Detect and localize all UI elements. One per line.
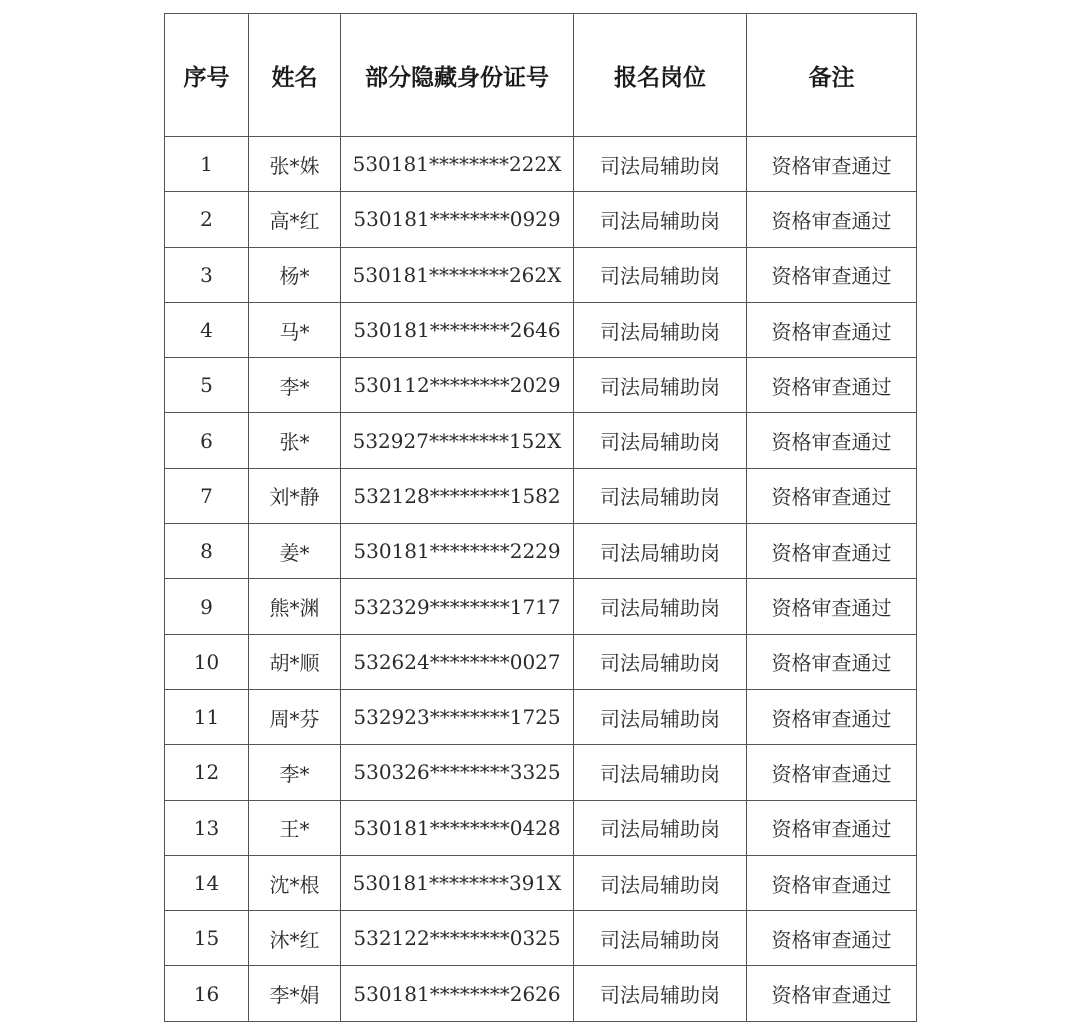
cell-applied-position: 司法局辅助岗 [574, 358, 747, 413]
cell-serial-number: 2 [165, 192, 249, 247]
table-row [165, 966, 917, 1021]
cell-partial-id-number: 530181********391X [341, 855, 574, 910]
cell-name: 刘*静 [249, 468, 341, 523]
cell-remarks: 资格审查通过 [747, 524, 917, 579]
cell-remarks: 资格审查通过 [747, 634, 917, 689]
table-row [165, 800, 917, 855]
table-row [165, 634, 917, 689]
table-row [165, 689, 917, 744]
table-row [165, 855, 917, 910]
table-row [165, 413, 917, 468]
cell-applied-position: 司法局辅助岗 [574, 634, 747, 689]
cell-applied-position: 司法局辅助岗 [574, 413, 747, 468]
table-body [165, 137, 917, 1022]
cell-partial-id-number: 530181********2626 [341, 966, 574, 1021]
cell-name: 李*娟 [249, 966, 341, 1021]
table-row [165, 911, 917, 966]
cell-name: 姜* [249, 524, 341, 579]
cell-partial-id-number: 532122********0325 [341, 911, 574, 966]
header-row [165, 14, 917, 137]
table-row [165, 468, 917, 523]
table-row [165, 302, 917, 357]
cell-serial-number: 12 [165, 745, 249, 800]
cell-name: 周*芬 [249, 689, 341, 744]
cell-serial-number: 15 [165, 911, 249, 966]
cell-serial-number: 7 [165, 468, 249, 523]
header-serial-number: 序号 [165, 14, 249, 137]
header-applied-position: 报名岗位 [574, 14, 747, 137]
header-partial-id-number: 部分隐藏身份证号 [341, 14, 574, 137]
cell-remarks: 资格审查通过 [747, 855, 917, 910]
cell-applied-position: 司法局辅助岗 [574, 192, 747, 247]
cell-partial-id-number: 530112********2029 [341, 358, 574, 413]
header-remarks: 备注 [747, 14, 917, 137]
cell-partial-id-number: 530326********3325 [341, 745, 574, 800]
cell-applied-position: 司法局辅助岗 [574, 966, 747, 1021]
cell-name: 杨* [249, 247, 341, 302]
cell-partial-id-number: 530181********2229 [341, 524, 574, 579]
cell-serial-number: 10 [165, 634, 249, 689]
table-row [165, 358, 917, 413]
cell-applied-position: 司法局辅助岗 [574, 302, 747, 357]
table-header [165, 14, 917, 137]
cell-applied-position: 司法局辅助岗 [574, 247, 747, 302]
cell-remarks: 资格审查通过 [747, 247, 917, 302]
cell-remarks: 资格审查通过 [747, 192, 917, 247]
cell-applied-position: 司法局辅助岗 [574, 689, 747, 744]
table-row [165, 524, 917, 579]
cell-applied-position: 司法局辅助岗 [574, 855, 747, 910]
cell-remarks: 资格审查通过 [747, 689, 917, 744]
cell-serial-number: 8 [165, 524, 249, 579]
cell-remarks: 资格审查通过 [747, 579, 917, 634]
cell-applied-position: 司法局辅助岗 [574, 911, 747, 966]
cell-serial-number: 6 [165, 413, 249, 468]
cell-applied-position: 司法局辅助岗 [574, 800, 747, 855]
cell-serial-number: 13 [165, 800, 249, 855]
document-sheet [164, 13, 916, 1022]
cell-name: 沈*根 [249, 855, 341, 910]
cell-remarks: 资格审查通过 [747, 745, 917, 800]
cell-partial-id-number: 532329********1717 [341, 579, 574, 634]
qualification-review-table [164, 13, 917, 1022]
cell-partial-id-number: 532624********0027 [341, 634, 574, 689]
cell-partial-id-number: 532128********1582 [341, 468, 574, 523]
cell-partial-id-number: 530181********0428 [341, 800, 574, 855]
cell-name: 李* [249, 745, 341, 800]
cell-partial-id-number: 530181********0929 [341, 192, 574, 247]
cell-remarks: 资格审查通过 [747, 302, 917, 357]
cell-applied-position: 司法局辅助岗 [574, 468, 747, 523]
cell-remarks: 资格审查通过 [747, 911, 917, 966]
cell-name: 熊*渊 [249, 579, 341, 634]
cell-partial-id-number: 530181********2646 [341, 302, 574, 357]
table-row [165, 137, 917, 192]
cell-applied-position: 司法局辅助岗 [574, 745, 747, 800]
cell-name: 王* [249, 800, 341, 855]
cell-remarks: 资格审查通过 [747, 413, 917, 468]
cell-applied-position: 司法局辅助岗 [574, 579, 747, 634]
header-name: 姓名 [249, 14, 341, 137]
cell-remarks: 资格审查通过 [747, 468, 917, 523]
cell-serial-number: 3 [165, 247, 249, 302]
cell-name: 李* [249, 358, 341, 413]
cell-serial-number: 9 [165, 579, 249, 634]
cell-name: 张* [249, 413, 341, 468]
cell-name: 高*红 [249, 192, 341, 247]
cell-serial-number: 11 [165, 689, 249, 744]
cell-applied-position: 司法局辅助岗 [574, 524, 747, 579]
cell-partial-id-number: 530181********262X [341, 247, 574, 302]
table-row [165, 247, 917, 302]
cell-serial-number: 16 [165, 966, 249, 1021]
cell-serial-number: 4 [165, 302, 249, 357]
cell-applied-position: 司法局辅助岗 [574, 137, 747, 192]
cell-name: 马* [249, 302, 341, 357]
cell-serial-number: 5 [165, 358, 249, 413]
cell-partial-id-number: 532927********152X [341, 413, 574, 468]
cell-remarks: 资格审查通过 [747, 358, 917, 413]
cell-remarks: 资格审查通过 [747, 137, 917, 192]
cell-serial-number: 14 [165, 855, 249, 910]
table-row [165, 579, 917, 634]
cell-serial-number: 1 [165, 137, 249, 192]
cell-partial-id-number: 532923********1725 [341, 689, 574, 744]
table-row [165, 192, 917, 247]
cell-partial-id-number: 530181********222X [341, 137, 574, 192]
cell-remarks: 资格审查通过 [747, 800, 917, 855]
cell-name: 张*姝 [249, 137, 341, 192]
cell-name: 胡*顺 [249, 634, 341, 689]
cell-remarks: 资格审查通过 [747, 966, 917, 1021]
cell-name: 沐*红 [249, 911, 341, 966]
table-row [165, 745, 917, 800]
